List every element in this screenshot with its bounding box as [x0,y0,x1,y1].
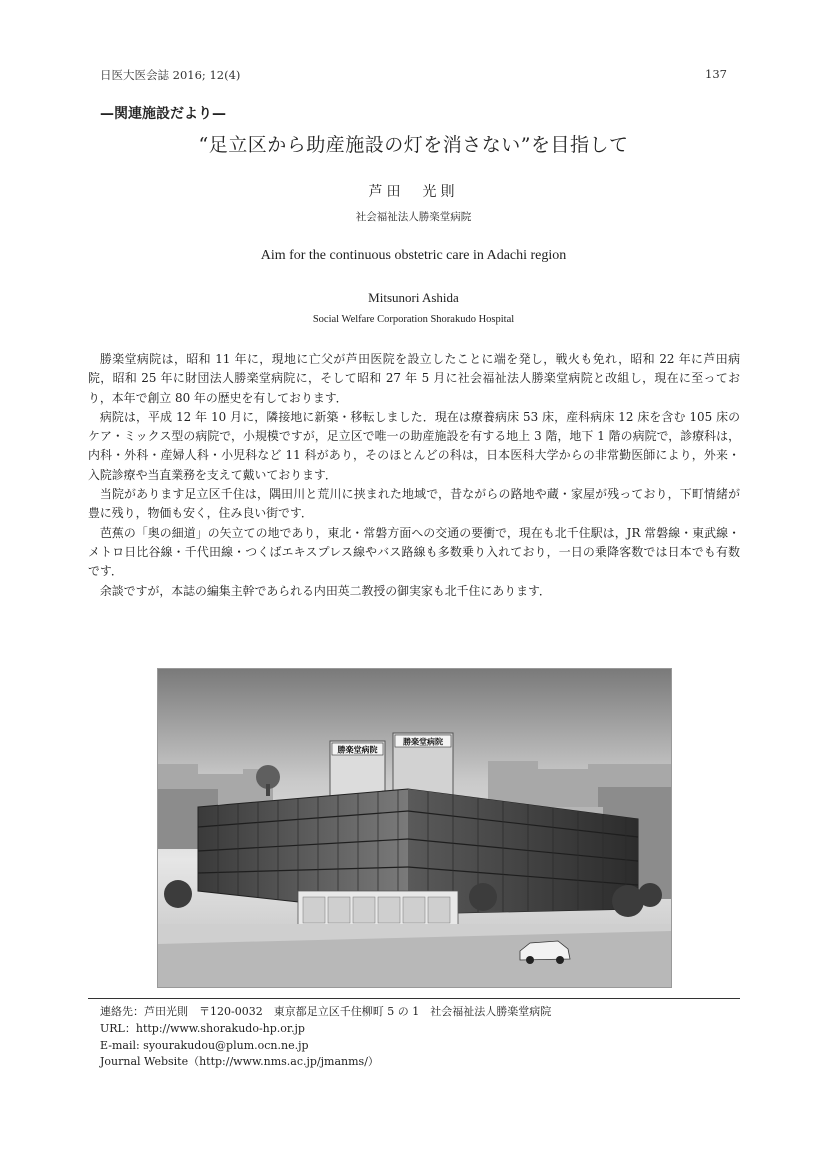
paragraph: 勝楽堂病院は，昭和 11 年に，現地に亡父が芦田医院を設立したことに端を発し，戦火も免れ，昭和 22 年に芦田病院，昭和 25 年に財団法人勝楽堂病院に，そして昭和 27 年 5 月に社会福祉法人勝楽堂病院と改組し，現在に至っており，本年で創立 80 年の歴史を有しております． [88,352,740,405]
paragraph: 病院は，平成 12 年 10 月に，隣接地に新築・移転しました．現在は療養病床 53 床，産科病床 12 床を含む 105 床のケア・ミックス型の病院で，小規模ですが，足立区で唯一の助産施設を有する地上 3 階，地下 1 階の病院で，診療科は，内科・外科・産婦人科・小児科など 11 科があり，そのほとんどの科は，日本医科大学からの非常勤医師により，外来・入院診療や当直業務を支えて戴いております． [88,409,740,482]
building-sign-left: 勝楽堂病院 [337,745,378,755]
article-title-en: Aim for the continuous obstetric care in Adachi region [260,248,567,263]
page-number: 137 [705,67,727,81]
contact-address: 連絡先：芦田光則 〒120-0032 東京都足立区千住柳町 5 の 1 社会福祉法人勝楽堂病院 [100,1005,552,1018]
hospital-building-photo [157,668,672,988]
affiliation-jp: 社会福祉法人勝楽堂病院 [355,211,472,223]
journal-header: 日医大医会誌 2016; 12(4) [100,68,241,82]
footer-notes [100,1004,551,1071]
article-title-jp: “足立区から助産施設の灯を消さない”を目指して [198,134,629,156]
paragraph: 当院があります足立区千住は，隅田川と荒川に挟まれた地域で，昔ながらの路地や蔵・家屋が残っており，下町情緒が豊に残り，物価も安く，住み良い街です． [88,487,740,521]
affiliation-en: Social Welfare Corporation Shorakudo Hospital [312,314,515,325]
email-link[interactable]: E-mail: syourakudou@plum.ocn.ne.jp [100,1038,309,1052]
section-label: —関連施設だより— [100,106,226,122]
hospital-url-link[interactable]: URL：http://www.shorakudo-hp.or.jp [100,1021,305,1035]
author-name-en: Mitsunori Ashida [368,290,459,305]
paragraph: 芭蕉の「奥の細道」の矢立ての地であり，東北・常磐方面への交通の要衝で，現在も北千住駅は，JR 常磐線・東武線・メトロ日比谷線・千代田線・つくばエキスプレス線やバス路線も多数乗り入れており，一日の乗降客数では日本でも有数です． [88,525,740,579]
paragraph: 余談ですが，本誌の編集主幹であられる内田英二教授の御実家も北千住にあります． [99,583,551,598]
footer-divider [88,998,740,999]
article-body [88,350,740,601]
building-sign-right: 勝楽堂病院 [403,737,443,747]
author-name-jp: 芦田 光則 [368,184,459,200]
journal-website-link[interactable]: Journal Website（http://www.nms.ac.jp/jmanms/） [100,1055,379,1069]
